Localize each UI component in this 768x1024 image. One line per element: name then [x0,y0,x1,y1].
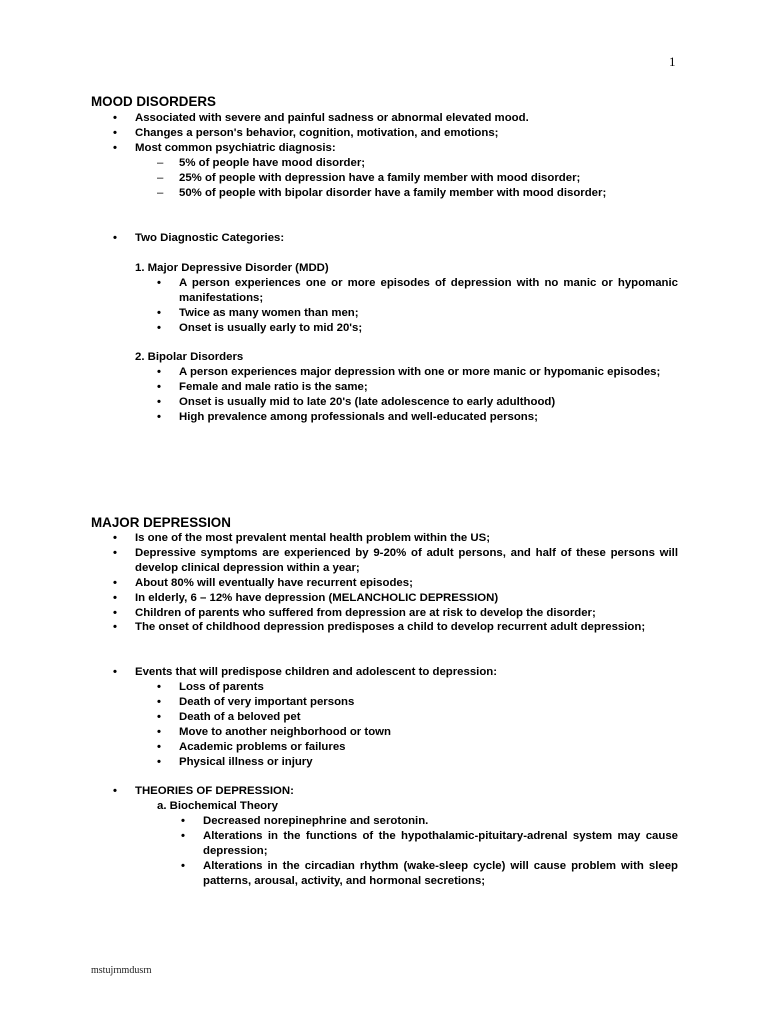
list-item: • Move to another neighborhood or town [157,725,678,740]
list-item: • About 80% will eventually have recurrent episodes; [113,576,678,591]
list-item: • Death of very important persons [157,695,678,710]
list-item: • Two Diagnostic Categories: [113,231,678,246]
page-number: 1 [669,54,676,69]
list-item: • Female and male ratio is the same; [157,380,678,395]
biochemical-theory-title: a. Biochemical Theory [157,800,278,812]
list-item: • In elderly, 6 – 12% have depression (MELANCHOLIC DEPRESSION) [113,591,678,606]
theories-bullet [113,784,678,799]
list-item: • High prevalence among professionals and well-educated persons; [157,410,678,425]
events-list [157,680,678,769]
list-item: • Loss of parents [157,680,678,695]
list-item: • Academic problems or failures [157,740,678,755]
list-item: – 5% of people have mood disorder; [157,156,678,171]
section-title-mood-disorders: MOOD DISORDERS [91,94,216,109]
list-item: • A person experiences one or more episodes of depression with no manic or hypomanic manifestations; [157,276,678,306]
biochemical-list [181,814,678,889]
list-item: • Death of a beloved pet [157,710,678,725]
events-bullet [113,665,678,680]
list-item: • Is one of the most prevalent mental health problem within the US; [113,531,678,546]
list-item: • Twice as many women than men; [157,306,678,321]
list-item: • Children of parents who suffered from depression are at risk to develop the disorder; [113,606,678,621]
categories-bullet [113,231,678,246]
mdd-title: 1. Major Depressive Disorder (MDD) [135,262,329,274]
list-item: • Onset is usually mid to late 20's (late adolescence to early adulthood) [157,395,678,410]
mood-stats-list [157,156,678,201]
list-item: • Physical illness or injury [157,755,678,770]
major-depression-list [113,531,678,635]
list-item: • Depressive symptoms are experienced by 9-20% of adult persons, and half of these persons will develop clinical depression within a year; [113,546,678,576]
bipolar-list [157,365,678,425]
list-item: – 50% of people with bipolar disorder have a family member with mood disorder; [157,186,678,201]
list-item: • Associated with severe and painful sadness or abnormal elevated mood. [113,111,678,126]
list-item: • Most common psychiatric diagnosis: [113,141,678,156]
list-item: • Alterations in the circadian rhythm (wake-sleep cycle) will cause problem with sleep patterns, arousal, activity, and hormonal secretions; [181,859,678,889]
mdd-list [157,276,678,336]
bipolar-title: 2. Bipolar Disorders [135,351,244,363]
list-item: • Decreased norepinephrine and serotonin. [181,814,678,829]
list-item: • THEORIES OF DEPRESSION: [113,784,678,799]
list-item: • Changes a person's behavior, cognition, motivation, and emotions; [113,126,678,141]
footer-text: mstujrnmdusrn [91,965,152,976]
list-item: • The onset of childhood depression predisposes a child to develop recurrent adult depression; [113,620,678,635]
list-item: • Onset is usually early to mid 20's; [157,321,678,336]
section-title-major-depression: MAJOR DEPRESSION [91,515,231,530]
list-item: • A person experiences major depression with one or more manic or hypomanic episodes; [157,365,678,380]
list-item: • Alterations in the functions of the hypothalamic-pituitary-adrenal system may cause depression; [181,829,678,859]
list-item: • Events that will predispose children and adolescent to depression: [113,665,678,680]
list-item: – 25% of people with depression have a family member with mood disorder; [157,171,678,186]
mood-bullet-list [113,111,678,156]
